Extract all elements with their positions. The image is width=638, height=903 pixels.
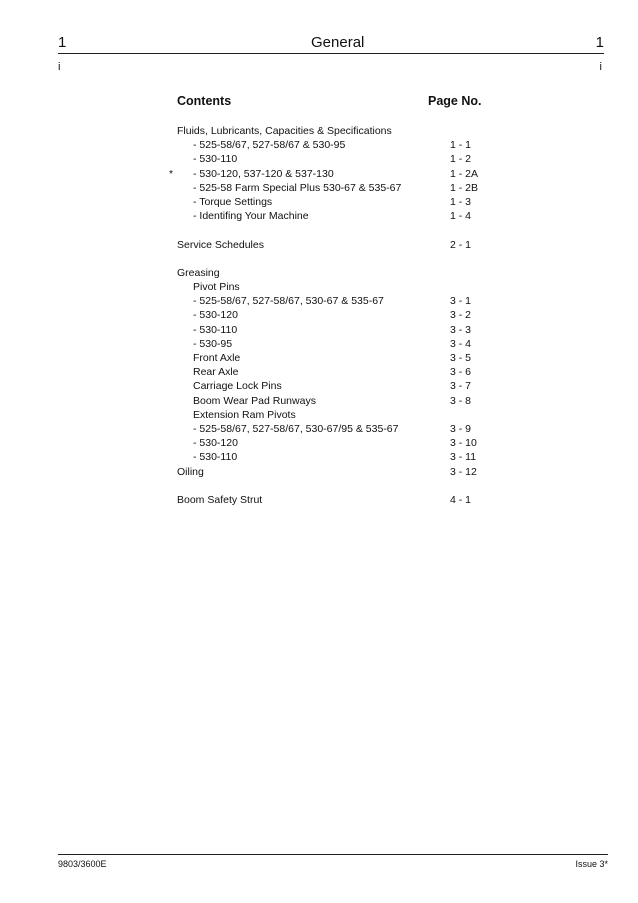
toc-entry-page: 1 - 2A	[450, 167, 479, 180]
toc-entry-page: 3 - 12	[450, 465, 477, 478]
toc-entry	[177, 379, 507, 393]
toc-entry-page: 3 - 5	[450, 352, 472, 364]
toc-entry-page: 3 - 7	[450, 380, 472, 393]
toc-entry	[177, 308, 507, 322]
section-number-right: 1	[595, 34, 604, 51]
toc-entry	[177, 422, 507, 436]
toc-entry-page: 1 - 4	[450, 210, 472, 223]
toc-entry-label: Boom Wear Pad Runways	[193, 394, 316, 407]
toc-entry-label: - Torque Settings	[193, 195, 273, 208]
toc-entry	[177, 152, 507, 166]
toc-entry	[177, 465, 507, 479]
toc-spacer	[177, 223, 507, 237]
toc-entry	[177, 195, 507, 209]
toc-entry-label: Front Axle	[193, 352, 241, 364]
toc-entry	[177, 365, 507, 379]
footer-rule	[58, 854, 608, 855]
toc-entry-label: Carriage Lock Pins	[193, 380, 282, 393]
issue-label: Issue 3*	[575, 859, 608, 869]
subsection-left: i	[58, 61, 61, 73]
toc-entry-page: 2 - 1	[450, 238, 472, 251]
toc-entry	[177, 493, 507, 507]
toc-entry-label: Boom Safety Strut	[177, 493, 263, 506]
toc-entry-label: - 525-58/67, 527-58/67, 530-67/95 & 535-67	[193, 422, 399, 435]
toc-entry	[177, 408, 507, 422]
toc-entry-label: - 525-58/67, 527-58/67, 530-67 & 535-67	[193, 295, 384, 308]
toc-entry-page: 3 - 2	[450, 309, 472, 322]
toc-entry-label: Pivot Pins	[193, 281, 240, 294]
subsection-right: i	[599, 61, 602, 73]
toc-entry-page: 1 - 1	[450, 139, 472, 152]
toc-entry-page: 1 - 2B	[450, 181, 479, 194]
toc-entry-page: 3 - 1	[450, 295, 472, 308]
toc-entry-label: Oiling	[177, 465, 204, 478]
toc-entry	[177, 266, 507, 280]
toc-entry-label: - 525-58 Farm Special Plus 530-67 & 535-67	[193, 181, 402, 194]
toc-entry	[177, 181, 507, 195]
toc-entry	[177, 209, 507, 223]
toc-entry-page: 3 - 3	[450, 323, 472, 336]
toc-entry	[177, 124, 507, 138]
toc-entry	[177, 394, 507, 408]
toc-entry-label: - 530-110	[193, 451, 238, 464]
toc-entry-page: 3 - 9	[450, 422, 472, 435]
toc-entry-page: 3 - 6	[450, 366, 472, 379]
toc-entry-label: - 530-110	[193, 153, 238, 166]
toc-entry	[177, 238, 507, 252]
toc-entry-label: Service Schedules	[177, 238, 264, 251]
toc-entry	[177, 323, 507, 337]
toc-entry-page: 3 - 11	[450, 451, 477, 464]
revision-marker: *	[169, 167, 174, 180]
document-number: 9803/3600E	[58, 859, 107, 869]
toc-rows	[169, 124, 507, 507]
toc-header	[177, 94, 507, 124]
table-of-contents	[169, 94, 507, 507]
toc-entry-label: Greasing	[177, 266, 220, 279]
toc-entry-label: - Identifing Your Machine	[193, 210, 309, 223]
section-number-left: 1	[58, 34, 67, 51]
toc-entry	[177, 337, 507, 351]
page-title: General	[311, 34, 365, 51]
toc-entry-page: 4 - 1	[450, 493, 472, 506]
toc-entry	[177, 436, 507, 450]
toc-entry-label: - 530-120, 537-120 & 537-130	[193, 167, 334, 180]
toc-spacer	[177, 252, 507, 266]
toc-entry-label: - 530-120	[193, 437, 238, 450]
toc-entry-page: 3 - 4	[450, 337, 472, 350]
toc-entry-label: Fluids, Lubricants, Capacities & Specifications	[177, 125, 392, 137]
toc-entry	[177, 450, 507, 464]
toc-entry	[177, 351, 507, 365]
toc-entry	[177, 280, 507, 294]
toc-entry-label: - 530-95	[193, 337, 233, 350]
contents-heading: Contents	[177, 94, 232, 108]
toc-entry	[169, 167, 507, 181]
toc-entry-page: 1 - 3	[450, 195, 472, 208]
toc-entry-page: 3 - 10	[450, 437, 477, 450]
toc-entry-label: - 525-58/67, 527-58/67 & 530-95	[193, 139, 346, 152]
toc-entry-label: - 530-110	[193, 323, 238, 336]
toc-entry-label: Rear Axle	[193, 366, 239, 379]
header-rule	[58, 53, 604, 54]
toc-spacer	[177, 479, 507, 493]
toc-entry	[177, 294, 507, 308]
toc-entry-label: Extension Ram Pivots	[193, 408, 296, 421]
toc-entry-page: 3 - 8	[450, 394, 472, 407]
toc-entry-label: - 530-120	[193, 309, 238, 322]
toc-entry	[177, 138, 507, 152]
toc-entry-page: 1 - 2	[450, 153, 472, 166]
page-number-heading: Page No.	[428, 94, 482, 108]
